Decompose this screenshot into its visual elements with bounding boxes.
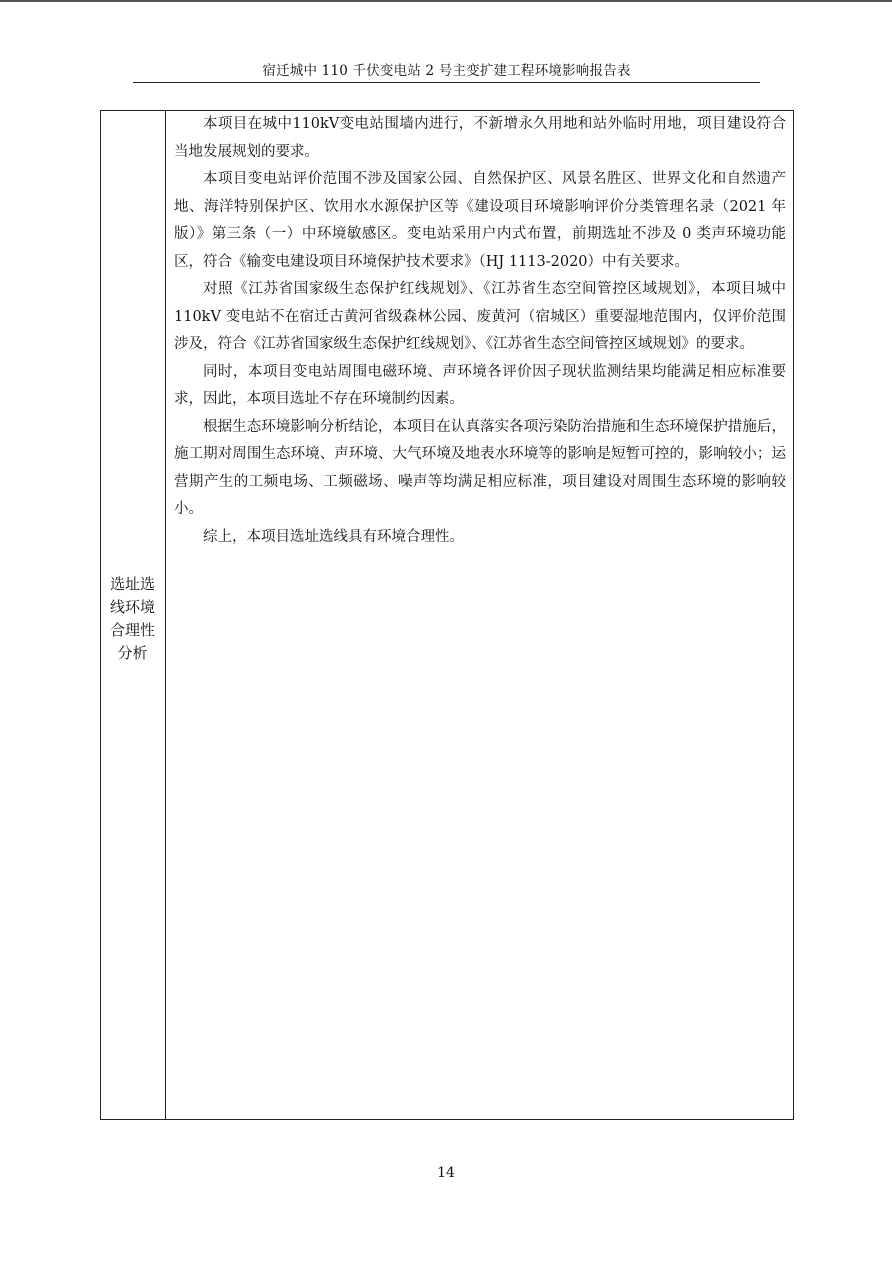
label-column xyxy=(101,111,166,1119)
section-label xyxy=(105,573,160,665)
paragraph-conclusion: 综上，本项目选址选线具有环境合理性。 xyxy=(203,528,464,545)
form-table xyxy=(100,110,794,1120)
top-border xyxy=(0,0,892,2)
paragraph-monitoring: 同时，本项目变电站周围电磁环境、声环境各评价因子现状监测结果均能满足相应标准要求，因此，本项目选址不存在环境制约因素。 xyxy=(174,363,786,407)
content-column xyxy=(174,111,786,551)
paragraph-impact-analysis: 根据生态环境影响分析结论，本项目在认真落实各项污染防治措施和生态环境保护措施后，施工期对周围生态环境、声环境、大气环境及地表水环境等的影响是短暂可控的，影响较小；运营期产生的工频电场、工频磁场、噪声等均满足相应标准，项目建设对周围生态环境的影响较小。 xyxy=(174,418,786,517)
section-label-line: 选址选 xyxy=(109,575,155,593)
page-number: 14 xyxy=(437,1165,455,1181)
section-label-line: 线环境 xyxy=(109,598,155,616)
section-label-line: 合理性 xyxy=(109,621,155,639)
header-rule xyxy=(133,82,760,83)
section-label-line: 分析 xyxy=(117,644,148,662)
running-header: 宿迁城中 110 千伏变电站 2 号主变扩建工程环境影响报告表 xyxy=(262,63,631,79)
paragraph-ecological-redline: 对照《江苏省国家级生态保护红线规划》、《江苏省生态空间管控区域规划》，本项目城中 110kV 变电站不在宿迁古黄河省级森林公园、废黄河（宿城区）重要湿地范围内，仅评价范围涉及，符合《江苏省国家级生态保护红线规划》、《江苏省生态空间管控区域规划》的要求。 xyxy=(174,281,786,352)
paragraph-sensitive-areas: 本项目变电站评价范围不涉及国家公园、自然保护区、风景名胜区、世界文化和自然遗产地、海洋特别保护区、饮用水水源保护区等《建设项目环境影响评价分类管理名录（2021 年版）》第三条（一）中环境敏感区。变电站采用户内式布置，前期选址不涉及 0 类声环境功能区，符合《输变电建设项目环境保护技术要求》（HJ 1113-2020）中有关要求。 xyxy=(174,171,786,270)
paragraph-land-use: 本项目在城中110kV变电站围墙内进行，不新增永久用地和站外临时用地，项目建设符合当地发展规划的要求。 xyxy=(174,116,786,160)
